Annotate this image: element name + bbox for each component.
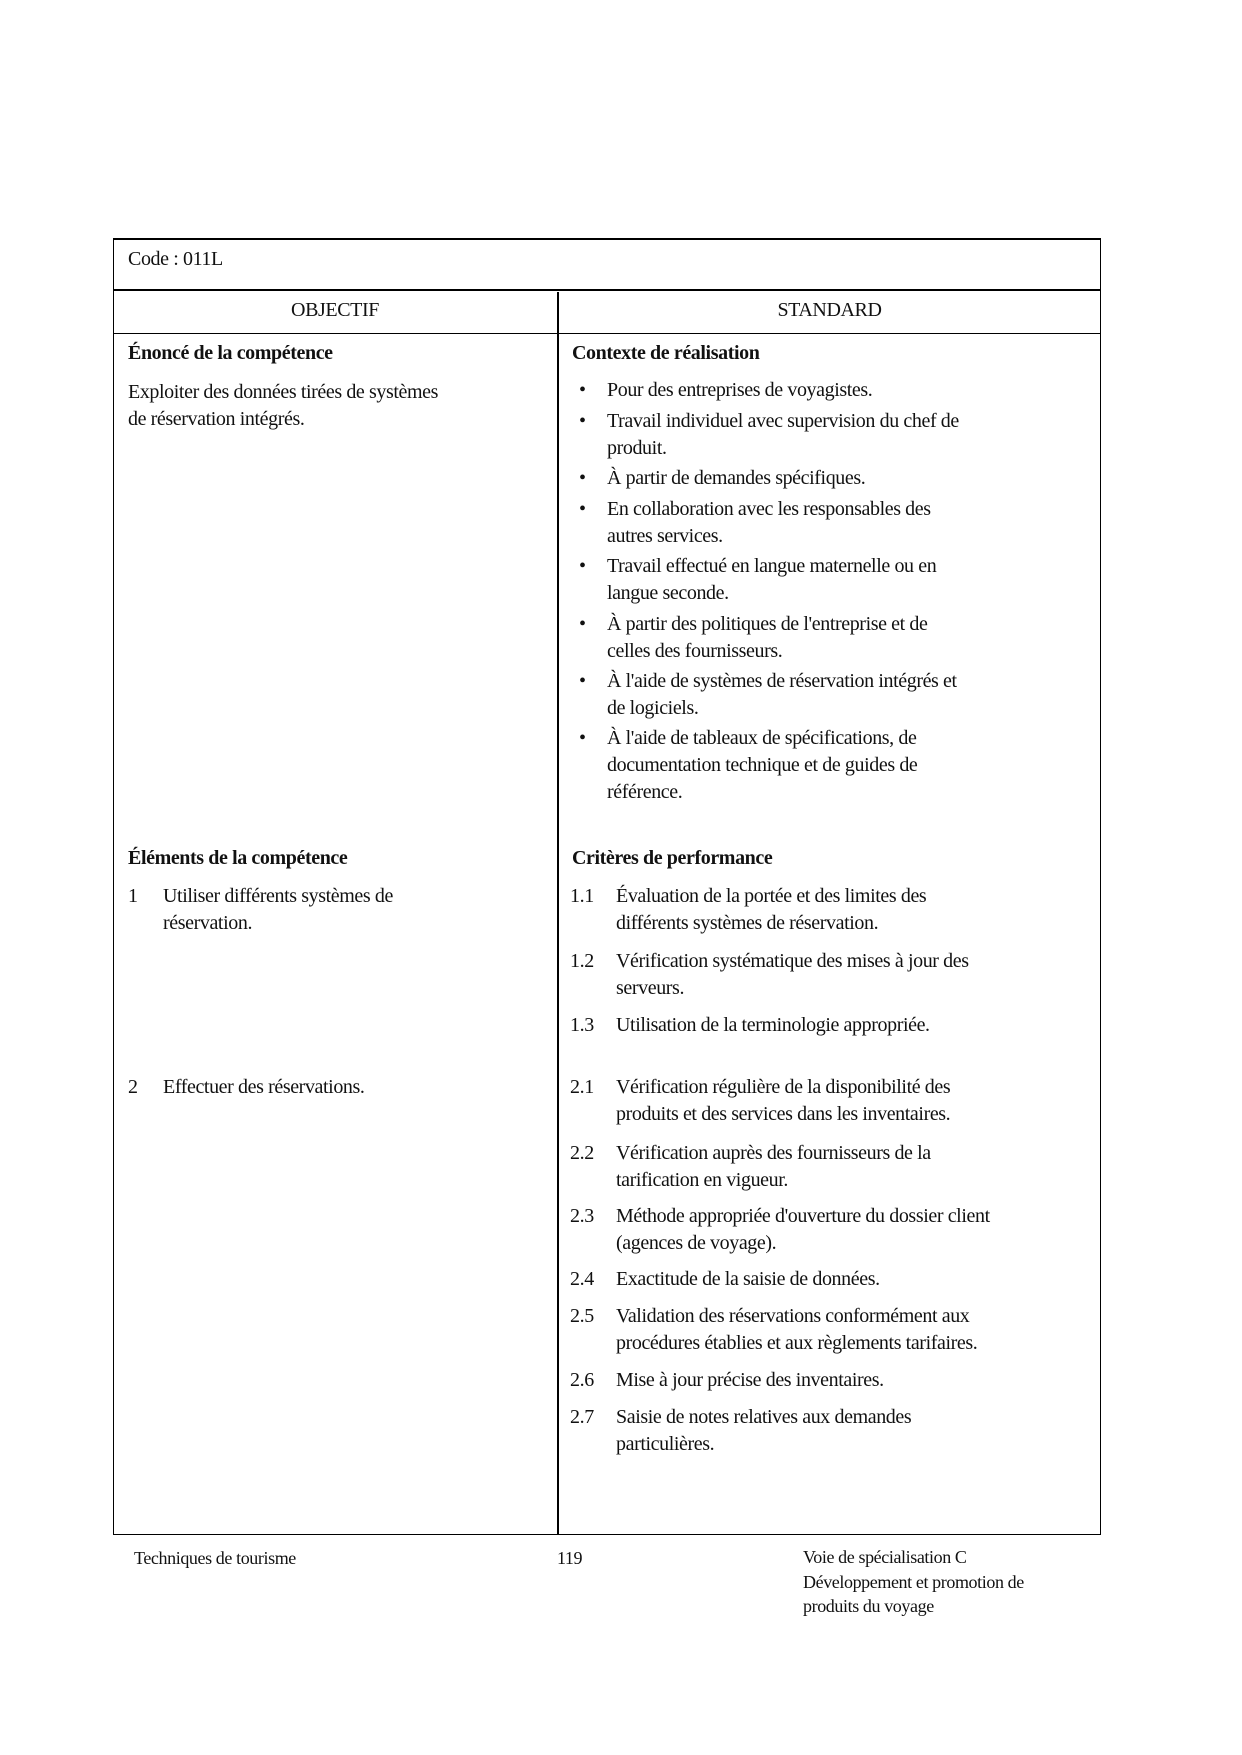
footer-right <box>803 1545 1024 1619</box>
critere-line: tarification en vigueur. <box>616 1169 789 1191</box>
critere-text <box>616 1140 931 1194</box>
criteres-title: Critères de performance <box>572 847 773 869</box>
critere-line: différents systèmes de réservation. <box>616 912 879 934</box>
critere-number: 2.6 <box>570 1369 594 1391</box>
critere-line: Mise à jour précise des inventaires. <box>616 1369 884 1391</box>
bullet-line: langue seconde. <box>607 582 729 604</box>
critere-line: Saisie de notes relatives aux demandes <box>616 1406 912 1428</box>
bullet-line: documentation technique et de guides de <box>607 754 918 776</box>
code-label: Code : 011L <box>128 248 223 270</box>
critere-number: 1.1 <box>570 885 594 907</box>
bullet-icon: • <box>579 498 586 520</box>
bullet-line: En collaboration avec les responsables des <box>607 498 931 520</box>
critere-text <box>616 1404 911 1458</box>
element-line: Utiliser différents systèmes de <box>163 885 393 907</box>
critere-line: Vérification régulière de la disponibilité des <box>616 1076 951 1098</box>
bullet-icon: • <box>579 613 586 635</box>
critere-text <box>616 1303 977 1357</box>
bullet-icon: • <box>579 379 586 401</box>
element-line: Effectuer des réservations. <box>163 1076 365 1098</box>
bullet-icon: • <box>579 467 586 489</box>
bullet-line: référence. <box>607 781 683 803</box>
critere-line: procédures établies et aux règlements tarifaires. <box>616 1332 978 1354</box>
critere-number: 2.3 <box>570 1205 594 1227</box>
footer-page-number: 119 <box>557 1548 583 1568</box>
critere-line: Utilisation de la terminologie appropriée. <box>616 1014 930 1036</box>
critere-number: 2.7 <box>570 1406 594 1428</box>
bullet-text <box>607 611 928 665</box>
bullet-line: celles des fournisseurs. <box>607 640 783 662</box>
critere-line: Validation des réservations conformément aux <box>616 1305 970 1327</box>
element-text <box>163 1074 365 1101</box>
bullet-icon: • <box>579 670 586 692</box>
critere-text <box>616 883 926 937</box>
bullet-icon: • <box>579 555 586 577</box>
header-standard: STANDARD <box>777 299 882 321</box>
bullet-line: Travail individuel avec supervision du chef de <box>607 410 959 432</box>
footer-right-line: produits du voyage <box>803 1596 934 1616</box>
critere-line: Méthode appropriée d'ouverture du dossier client <box>616 1205 990 1227</box>
header-divider <box>113 333 1101 334</box>
code-divider <box>113 289 1101 291</box>
table-border-right <box>1100 238 1101 1535</box>
bullet-line: À l'aide de systèmes de réservation intégrés et <box>607 670 957 692</box>
enonce-title: Énoncé de la compétence <box>128 342 333 364</box>
critere-text <box>616 1266 880 1293</box>
bullet-text <box>607 465 865 492</box>
bullet-line: de logiciels. <box>607 697 699 719</box>
critere-number: 2.2 <box>570 1142 594 1164</box>
elements-title: Éléments de la compétence <box>128 847 348 869</box>
table-border-bottom <box>113 1534 1101 1535</box>
critere-number: 1.3 <box>570 1014 594 1036</box>
critere-number: 2.1 <box>570 1076 594 1098</box>
element-text <box>163 883 393 937</box>
element-line: réservation. <box>163 912 253 934</box>
element-number: 2 <box>128 1076 138 1098</box>
critere-text <box>616 1367 884 1394</box>
critere-line: Évaluation de la portée et des limites des <box>616 885 927 907</box>
critere-line: particulières. <box>616 1433 715 1455</box>
bullet-line: À partir des politiques de l'entreprise et de <box>607 613 928 635</box>
critere-text <box>616 948 969 1002</box>
critere-text <box>616 1074 950 1128</box>
bullet-line: produit. <box>607 437 667 459</box>
enonce-line: de réservation intégrés. <box>128 408 305 430</box>
critere-number: 2.5 <box>570 1305 594 1327</box>
enonce-line: Exploiter des données tirées de systèmes <box>128 381 439 403</box>
critere-line: Exactitude de la saisie de données. <box>616 1268 880 1290</box>
bullet-icon: • <box>579 727 586 749</box>
table-border-left <box>113 238 114 1535</box>
bullet-line: Travail effectué en langue maternelle ou en <box>607 555 937 577</box>
critere-number: 2.4 <box>570 1268 594 1290</box>
bullet-text <box>607 553 936 607</box>
critere-text <box>616 1012 930 1039</box>
footer-left: Techniques de tourisme <box>134 1548 296 1568</box>
bullet-text <box>607 725 917 806</box>
element-number: 1 <box>128 885 138 907</box>
critere-line: serveurs. <box>616 977 685 999</box>
enonce-text <box>128 379 438 433</box>
bullet-text <box>607 668 957 722</box>
bullet-line: Pour des entreprises de voyagistes. <box>607 379 873 401</box>
bullet-line: À l'aide de tableaux de spécifications, de <box>607 727 917 749</box>
table-border-top <box>113 238 1101 240</box>
bullet-icon: • <box>579 410 586 432</box>
bullet-text <box>607 377 872 404</box>
bullet-line: autres services. <box>607 525 723 547</box>
header-objectif: OBJECTIF <box>291 299 379 321</box>
footer-right-line: Voie de spécialisation C <box>803 1547 967 1567</box>
bullet-text <box>607 496 931 550</box>
footer-right-line: Développement et promotion de <box>803 1571 1024 1592</box>
bullet-text <box>607 408 959 462</box>
critere-line: (agences de voyage). <box>616 1232 777 1254</box>
critere-line: Vérification systématique des mises à jour des <box>616 950 969 972</box>
critere-text <box>616 1203 990 1257</box>
column-divider <box>557 292 559 1535</box>
critere-line: produits et des services dans les inventaires. <box>616 1103 951 1125</box>
bullet-line: À partir de demandes spécifiques. <box>607 467 866 489</box>
contexte-title: Contexte de réalisation <box>572 342 760 364</box>
critere-line: Vérification auprès des fournisseurs de la <box>616 1142 931 1164</box>
critere-number: 1.2 <box>570 950 594 972</box>
